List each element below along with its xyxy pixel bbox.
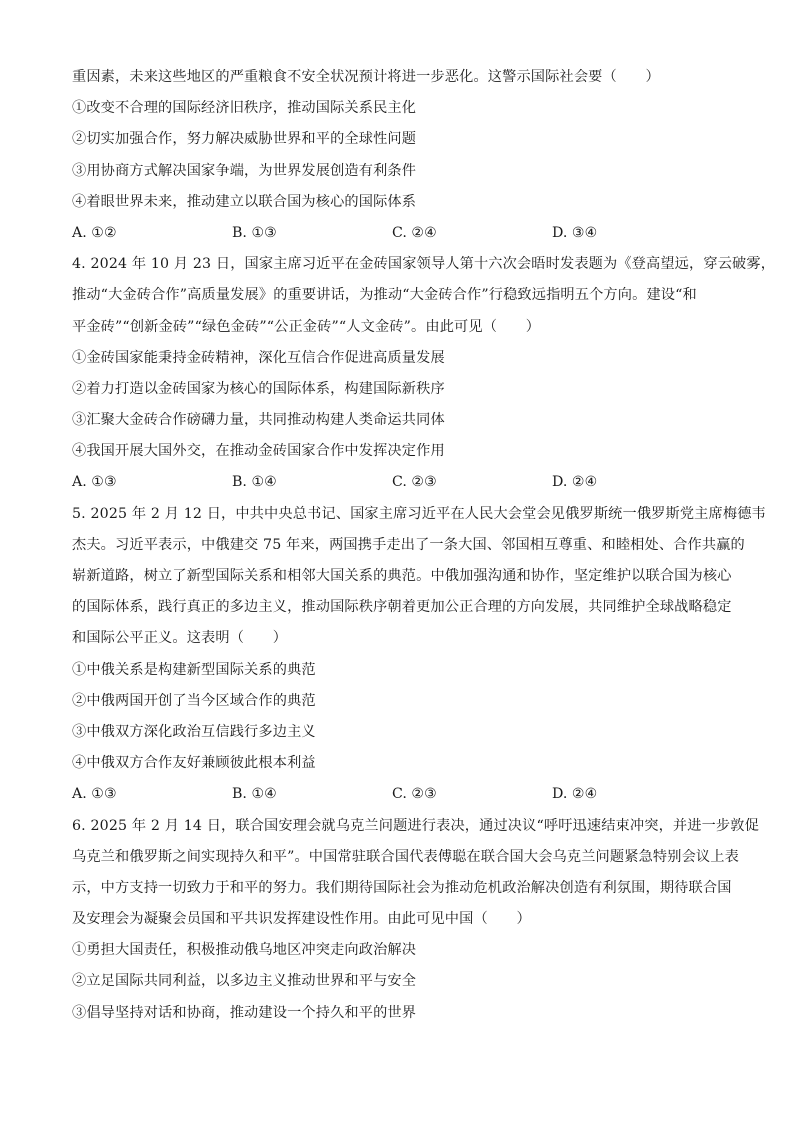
question-5-stem-line-4: 的国际体系，践行真正的多边主义，推动国际秩序朝着更加公正合理的方向发展，共同维护全球战略稳定 bbox=[72, 599, 732, 616]
question-3-options bbox=[72, 218, 732, 249]
question-6-item-2: ②立足国际共同利益，以多边主义推动世界和平与安全 bbox=[72, 973, 417, 990]
question-4 bbox=[72, 249, 776, 499]
question-3-item-4: ④着眼世界未来，推动建立以联合国为核心的国际体系 bbox=[72, 193, 417, 210]
question-4-stem-line-2: 推动“大金砖合作”高质量发展》的重要讲话，为推动“大金砖合作”行稳致远指明五个方向。建设“和 bbox=[72, 287, 697, 304]
question-3-option-b[interactable]: B. ①③ bbox=[232, 224, 277, 241]
question-4-option-b[interactable]: B. ①④ bbox=[232, 474, 277, 491]
question-4-item-3: ③汇聚大金砖合作磅礴力量，共同推动构建人类命运共同体 bbox=[72, 412, 445, 429]
question-5-item-2: ②中俄两国开创了当今区域合作的典范 bbox=[72, 692, 316, 709]
question-4-option-d[interactable]: D. ②④ bbox=[552, 474, 598, 491]
question-6 bbox=[72, 811, 759, 1029]
question-6-item-3: ③倡导坚持对话和协商，推动建设一个持久和平的世界 bbox=[72, 1004, 417, 1021]
question-5-option-d[interactable]: D. ②④ bbox=[552, 786, 598, 803]
question-5-stem-line-1: 5. 2025 年 2 月 12 日，中共中央总书记、国家主席习近平在人民大会堂会见俄罗斯统一俄罗斯党主席梅德韦 bbox=[72, 505, 766, 522]
question-5 bbox=[72, 499, 766, 811]
exam-page bbox=[72, 62, 776, 1029]
question-4-option-a[interactable]: A. ①③ bbox=[72, 474, 117, 491]
question-5-option-a[interactable]: A. ①③ bbox=[72, 786, 117, 803]
question-3-item-1: ①改变不合理的国际经济旧秩序，推动国际关系民主化 bbox=[72, 100, 417, 117]
question-4-item-2: ②着力打造以金砖国家为核心的国际体系，构建国际新秩序 bbox=[72, 380, 445, 397]
question-5-stem-line-5: 和国际公平正义。这表明（ ） bbox=[72, 630, 288, 647]
question-3 bbox=[72, 62, 732, 249]
question-4-stem-line-1: 4. 2024 年 10 月 23 日，国家主席习近平在金砖国家领导人第十六次会晤时发表题为《登高望远，穿云破雾， bbox=[72, 256, 776, 273]
question-5-stem-line-3: 崭新道路，树立了新型国际关系和相邻大国关系的典范。中俄加强沟通和协作，坚定维护以联合国为核心 bbox=[72, 568, 732, 584]
question-4-item-1: ①金砖国家能秉持金砖精神，深化互信合作促进高质量发展 bbox=[72, 349, 445, 366]
question-6-stem-line-2: 乌克兰和俄罗斯之间实现持久和平”。中国常驻联合国代表傅聪在联合国大会乌克兰问题紧急特别会议上表 bbox=[72, 848, 739, 865]
question-4-option-c[interactable]: C. ②③ bbox=[392, 474, 437, 491]
question-5-item-4: ④中俄双方合作友好兼顾彼此根本利益 bbox=[72, 755, 316, 772]
question-4-stem-line-3: 平金砖”“创新金砖”“绿色金砖”“公正金砖”“人文金砖”。由此可见（ ） bbox=[72, 318, 541, 335]
question-6-stem-line-1: 6. 2025 年 2 月 14 日，联合国安理会就乌克兰问题进行表决，通过决议“呼吁迅速结束冲突，并进一步敦促 bbox=[72, 817, 759, 834]
question-6-stem-line-3: 示，中方支持一切致力于和平的努力。我们期待国际社会为推动危机政治解决创造有利氛围，期待联合国 bbox=[72, 879, 732, 896]
question-4-options bbox=[72, 467, 732, 498]
question-6-stem-line-4: 及安理会为凝聚会员国和平共识发挥建设性作用。由此可见中国（ ） bbox=[72, 911, 531, 928]
question-3-option-d[interactable]: D. ③④ bbox=[552, 224, 598, 241]
question-4-item-4: ④我国开展大国外交，在推动金砖国家合作中发挥决定作用 bbox=[72, 443, 445, 460]
question-5-options bbox=[72, 779, 732, 810]
question-3-option-a[interactable]: A. ①② bbox=[72, 224, 117, 241]
question-5-item-1: ①中俄关系是构建新型国际关系的典范 bbox=[72, 661, 316, 678]
question-5-option-c[interactable]: C. ②③ bbox=[392, 786, 437, 803]
question-5-stem-line-2: 杰夫。习近平表示，中俄建交 75 年来，两国携手走出了一条大国、邻国相互尊重、和睦相处、合作共赢的 bbox=[72, 536, 745, 553]
question-3-item-2: ②切实加强合作，努力解决威胁世界和平的全球性问题 bbox=[72, 131, 417, 148]
question-6-item-1: ①勇担大国责任，积极推动俄乌地区冲突走向政治解决 bbox=[72, 942, 417, 959]
question-5-item-3: ③中俄双方深化政治互信践行多边主义 bbox=[72, 723, 316, 740]
question-3-option-c[interactable]: C. ②④ bbox=[392, 224, 437, 241]
question-3-item-3: ③用协商方式解决国家争端，为世界发展创造有利条件 bbox=[72, 162, 417, 179]
question-5-option-b[interactable]: B. ①④ bbox=[232, 786, 277, 803]
question-3-stem-tail: 重因素，未来这些地区的严重粮食不安全状况预计将进一步恶化。这警示国际社会要（ ） bbox=[72, 69, 660, 85]
